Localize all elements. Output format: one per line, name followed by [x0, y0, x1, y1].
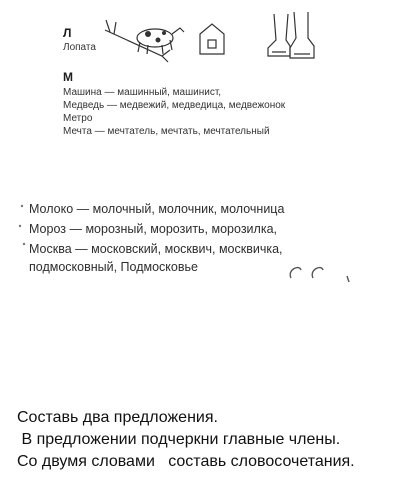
entry-mashina: Машина — машинный, машинист,	[63, 87, 222, 98]
task-line-3: Со двумя словами составь словосочетания.	[17, 453, 355, 470]
task-line-1: Составь два предложения.	[17, 409, 218, 426]
entry-moskva: Москва — московский, москвич, москвичка,	[29, 242, 283, 256]
entry-moloko: Молоко — молочный, молочник, молочница	[29, 202, 285, 216]
entry-medved: Медведь — медвежий, медведица, медвежонок	[63, 100, 286, 111]
entry-podmoskovny: подмосковный, Подмосковье	[29, 260, 198, 274]
task-line-2: В предложении подчеркни главные члены.	[17, 431, 341, 448]
boots-illustration	[262, 10, 322, 66]
shovel-cow-house-illustration	[100, 12, 250, 68]
word-lopata: Лопата	[63, 42, 96, 53]
letter-m: М	[63, 70, 73, 84]
entry-mechta: Мечта — мечтатель, мечтать, мечтательный	[63, 126, 270, 137]
entry-moroz: Мороз — морозный, морозить, морозилка,	[29, 222, 277, 236]
handwritten-mark	[285, 260, 365, 284]
letter-l: Л	[63, 26, 72, 40]
entry-metro: Метро	[63, 113, 93, 124]
margin-dots	[14, 198, 28, 268]
